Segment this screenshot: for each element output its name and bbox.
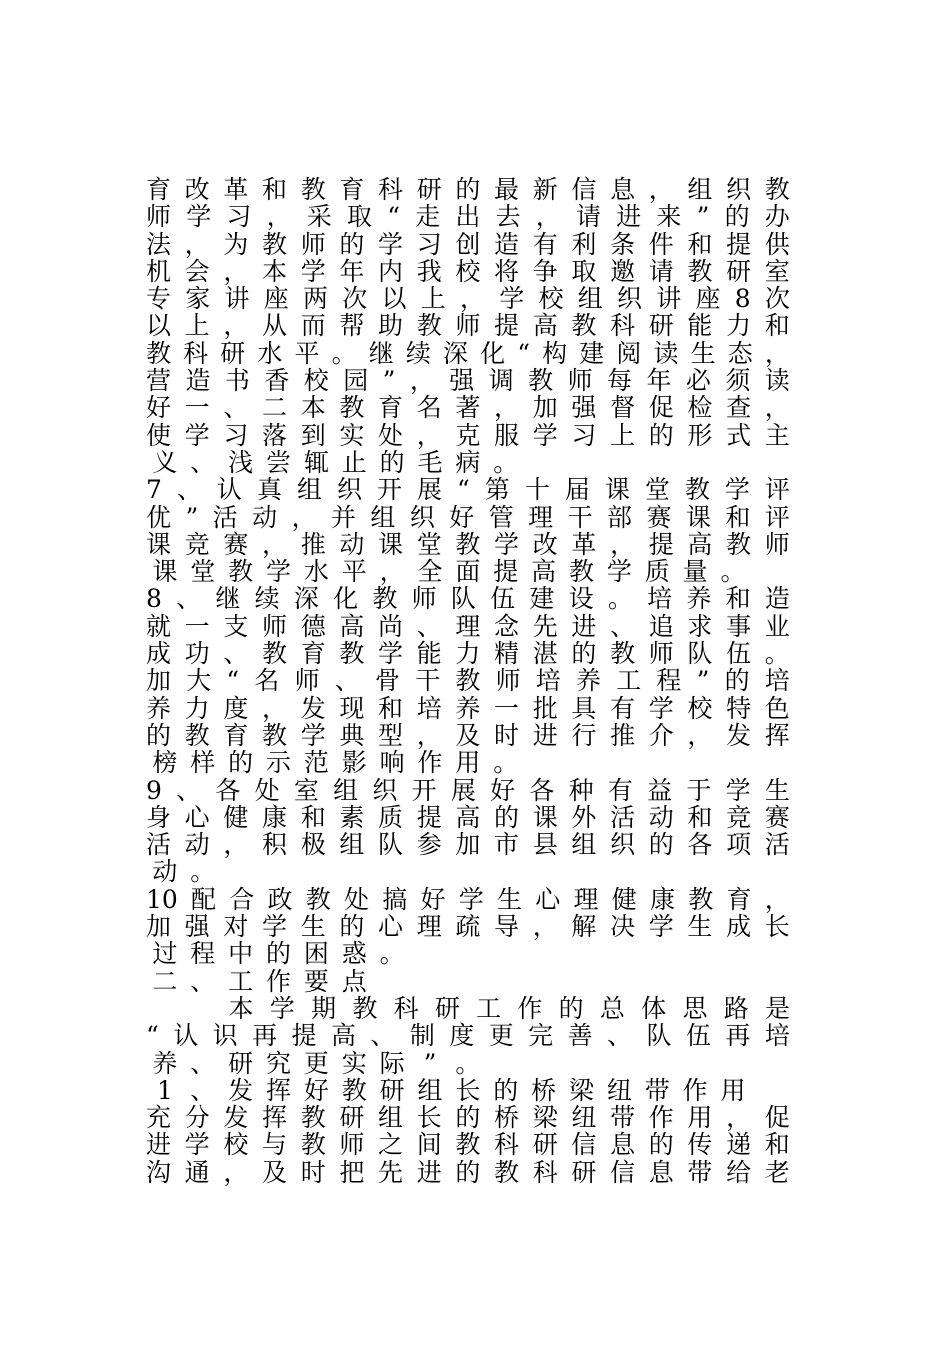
text-line: 动 。	[152, 857, 216, 887]
text-line: 进 学 校 与 教 师 之 间 教 科 研 信 息 的 传 递 和	[146, 1130, 790, 1160]
text-line: 师 学 习 ， 采 取 “ 走 出 去 ， 请 进 来 ” 的 办	[146, 202, 790, 232]
text-line: 养 力 度 ， 发 现 和 培 养 一 批 具 有 学 校 特 色	[146, 693, 790, 723]
text-line: 以 上 ， 从 而 帮 助 教 师 提 高 教 科 研 能 力 和	[146, 311, 790, 341]
text-line: 专 家 讲 座 两 次 以 上 ， 学 校 组 织 讲 座 8 次	[146, 284, 790, 314]
text-line: 好 一 、 二 本 教 育 名 著 ， 加 强 督 促 检 查 ，	[146, 393, 790, 423]
text-line: 养 、 研 究 更 实 际 ” 。	[152, 1048, 481, 1078]
text-line: “ 认 识 再 提 高 、 制 度 更 完 善 、 队 伍 再 培	[146, 1021, 790, 1051]
text-line: 优 ” 活 动 ， 并 组 织 好 管 理 干 部 赛 课 和 评	[146, 502, 790, 532]
text-line: 身 心 健 康 和 素 质 提 高 的 课 外 活 动 和 竞 赛	[146, 802, 790, 832]
body-text	[146, 176, 790, 1186]
text-line: 义 、 浅 尝 辄 止 的 毛 病 。	[152, 447, 519, 477]
text-line: 沟 通 ， 及 时 把 先 进 的 教 科 研 信 息 带 给 老	[146, 1157, 790, 1187]
text-line: 10 配 合 政 教 处 搞 好 学 生 心 理 健 康 教 育 ，	[146, 884, 790, 914]
text-line: 加 大 “ 名 师 、 骨 干 教 师 培 养 工 程 ” 的 培	[146, 666, 790, 696]
text-line: 8 、 继 续 深 化 教 师 队 伍 建 设 。 培 养 和 造	[146, 584, 790, 614]
text-line: 机 会 ， 本 学 年 内 我 校 将 争 取 邀 请 教 研 室	[146, 256, 790, 286]
text-line: 法 ， 为 教 师 的 学 习 创 造 有 利 条 件 和 提 供	[146, 229, 790, 259]
text-line: 课 竞 赛 ， 推 动 课 堂 教 学 改 革 ， 提 高 教 师	[146, 529, 790, 559]
text-line: 充 分 发 挥 教 研 组 长 的 桥 梁 纽 带 作 用 ， 促	[146, 1103, 790, 1133]
text-line: 就 一 支 师 德 高 尚 、 理 念 先 进 、 追 求 事 业	[146, 611, 790, 641]
text-line: 的 教 育 教 学 典 型 ， 及 时 进 行 推 介 ， 发 挥	[146, 720, 790, 750]
text-line: 育 改 革 和 教 育 科 研 的 最 新 信 息 ， 组 织 教	[146, 175, 790, 204]
text-line: 营 造 书 香 校 园 ” ， 强 调 教 师 每 年 必 须 读	[146, 366, 790, 396]
text-line: 榜 样 的 示 范 影 响 作 用 。	[152, 748, 519, 778]
text-line: 本 学 期 教 科 研 工 作 的 总 体 思 路 是	[228, 993, 790, 1023]
text-line: 使 学 习 落 到 实 处 ， 克 服 学 习 上 的 形 式 主	[146, 420, 790, 450]
text-line: 9 、 各 处 室 组 织 开 展 好 各 种 有 益 于 学 生	[146, 775, 790, 805]
text-line: 7 、 认 真 组 织 开 展 “ 第 十 届 课 堂 教 学 评	[146, 475, 790, 505]
text-line: 教 科 研 水 平 。 继 续 深 化 “ 构 建 阅 读 生 态 ，	[146, 338, 790, 368]
text-line: 过 程 中 的 困 惑 。	[152, 939, 405, 969]
text-line: 课 堂 教 学 水 平 ， 全 面 提 高 教 学 质 量 。	[152, 557, 746, 587]
text-line: 成 功 、 教 育 教 学 能 力 精 湛 的 教 师 队 伍 。	[146, 639, 790, 669]
text-line: 二 、 工 作 要 点	[152, 966, 367, 996]
text-line: 1 、 发 挥 好 教 研 组 长 的 桥 梁 纽 带 作 用	[156, 1075, 746, 1105]
text-line: 加 强 对 学 生 的 心 理 疏 导 ， 解 决 学 生 成 长	[146, 912, 790, 942]
text-line: 活 动 ， 积 极 组 队 参 加 市 县 组 织 的 各 项 活	[146, 830, 790, 860]
